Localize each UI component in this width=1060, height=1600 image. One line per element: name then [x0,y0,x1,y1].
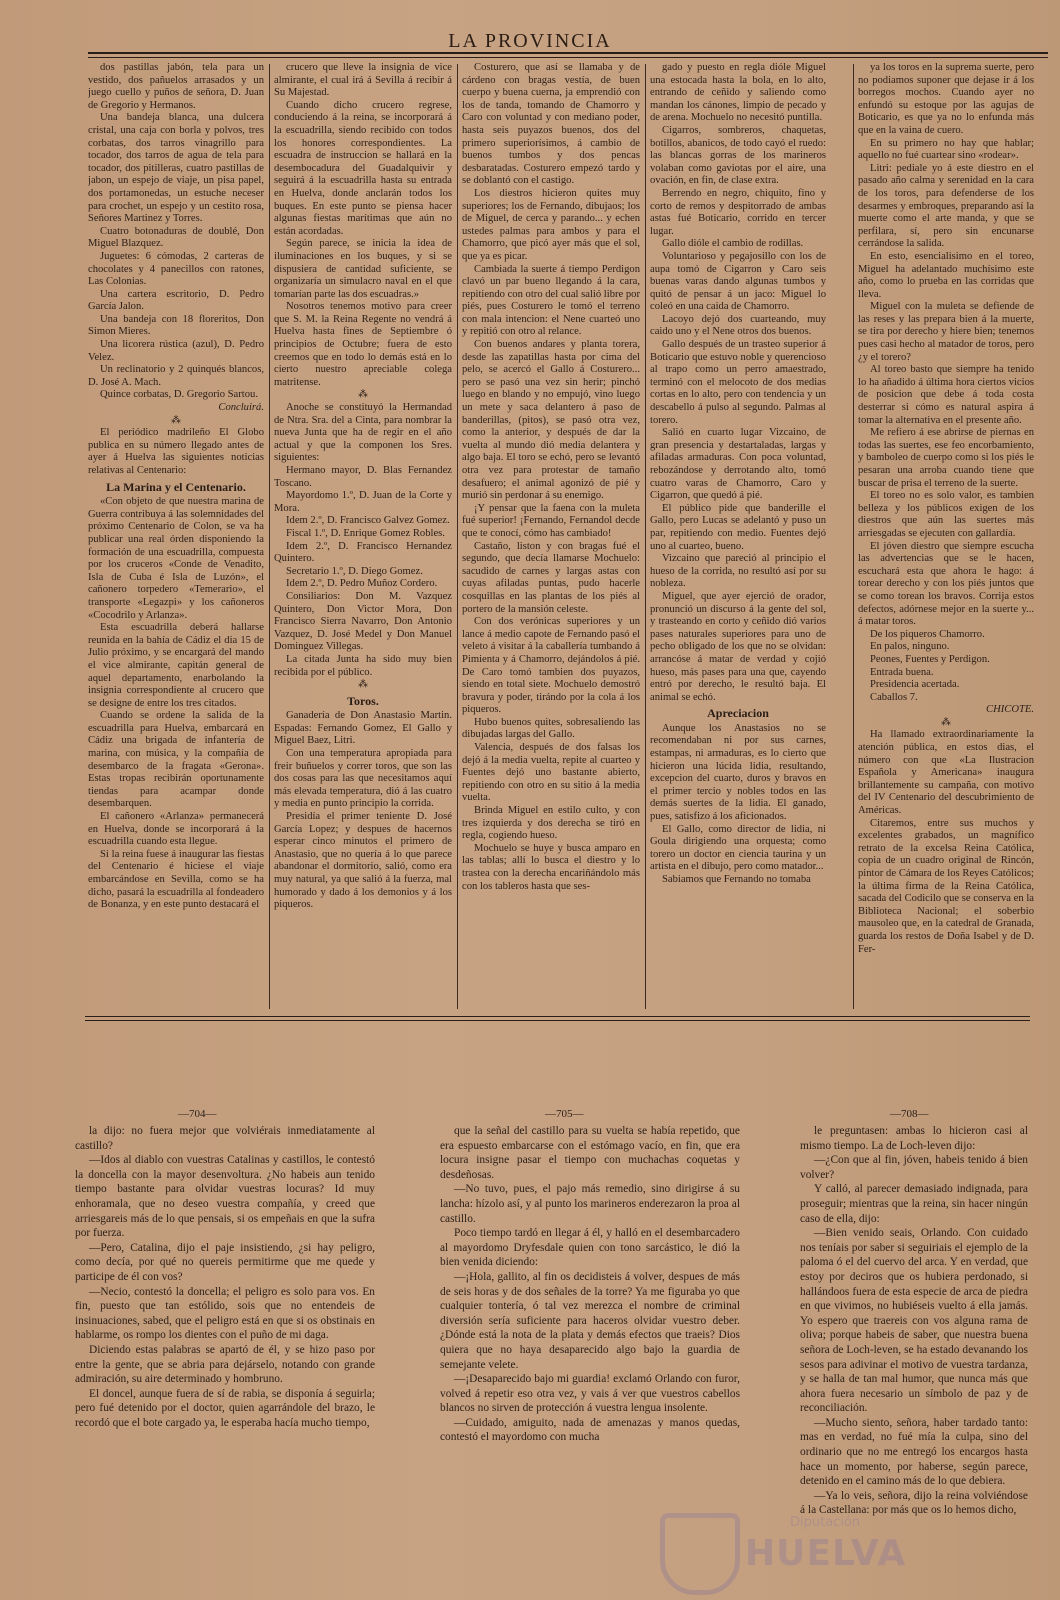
paragraph: Con una temperatura apropiada para freir buñuelos y correr toros, que son las dos cosas para las que necesitamos aquí más elevada temperatura, dió á las cuatro y media en punto principio la corrida. [274,748,452,810]
paragraph: Idem 2.º, D. Francisco Galvez Gomez. [286,515,450,527]
paragraph: Hermano mayor, D. Blas Fernandez Toscano. [274,465,452,489]
paragraph: Miguel con la muleta se defiende de las reses y las prepara bien á la muerte, se tira por derecho y hiere bien; tenemos pues casi hecho al matador de toros, pero ¿y el torero? [858,301,1034,363]
paragraph: Hubo buenos quites, sobresaliendo las dibujadas largas del Gallo. [462,716,640,741]
paragraph: Mayordomo 1.º, D. Juan de la Corte y Mora. [274,490,452,514]
paragraph: —¿Con que al fin, jóven, habeis tenido á bien volver? [800,1154,1028,1181]
serial-column-3 [800,1124,1028,1564]
signature-chicote: CHICOTE. [986,704,1034,716]
paragraph: —Necio, contestó la doncella; el peligro es solo para vos. En fin, puesto que tan estólido, sois que no entendeis de insinuaciones, sabed, que el peligro está en que si os obstinais en hablarme, os rompo los dientes con el puño de mi daga. [75,1285,375,1342]
paragraph: crucero que lleve la insignia de vice almirante, el cual irá á Sevilla á recibir á Su Majestad. [274,62,452,99]
paragraph: Al toreo basto que siempre ha tenido lo ha añadido á última hora ciertos vicios de posicion que debe á toda costa desterrar si cómo es natural aspira á tomar la alternativa en el presente año. [858,364,1034,426]
column-3 [462,62,640,1012]
column-divider [457,64,458,1009]
paragraph: Secretario 1.º, D. Diego Gomez. [286,565,423,577]
paragraph: Un reclinatorio y 2 quinqués blancos, D. José A. Mach. [88,364,264,388]
archive-watermark [640,1505,970,1590]
paragraph: —Ya lo veis, señora, dijo la reina volviéndose á la Castellana: por más que os lo hemos dicho, [800,1489,1028,1517]
asterism-icon: ⁂ [941,716,951,728]
paragraph: —Idos al diablo con vuestras Catalinas y castillos, le contestó la doncella con la mayor desenvoltura. ¿No habeis aun tenido tiempo bastante para olvidar vuestras locuras? Id muy enhoramala, que no deseo vuestra compañía, y creed que arriesgareis más de lo que pensais, si os empeñais en que la sufra por fuerza. [75,1154,375,1240]
paragraph: —Cuidado, amiguito, nada de amenazas y manos quedas, contestó el mayordomo con mucha [440,1416,740,1444]
paragraph: Y calló, al parecer demasiado indignada, para proseguir; mientras que la reina, sin hacer ningún caso de ella, dijo: [800,1183,1028,1225]
paragraph: Quince corbatas, D. Gregorio Sartou. [100,389,258,401]
paragraph: El periódico madrileño El Globo publica en su número llegado antes de ayer á Huelva las siguientes noticias relativas al Centenario: [88,427,264,476]
column-divider [645,64,646,1009]
paragraph: Diciendo estas palabras se apartó de él, y se hizo paso por entre la gente, que se abria para dejárselo, notando con grande admiración, su aire determinado y hombruno. [75,1343,375,1386]
paragraph: Anoche se constituyó la Hermandad de Ntra. Sra. del a Cinta, para nombrar la nueva Junta que ha de regir en el año actual y que la componen los Sres. siguientes: [274,402,452,464]
paragraph: Si la reina fuese á inaugurar las fiestas del Centenario é hiciese el viaje embarcándose en Sevilla, como se ha dicho, pasará la escuadrilla al fondeadero de Bonanza, y en este punto destacará el [88,848,264,911]
column-divider [269,64,270,1009]
paragraph: «Con objeto de que nuestra marina de Guerra contribuya á las solemnidades del próximo Centenario de Colon, se va ha publicar una real órden disponiendo la formación de una escuadrilla, compuesta por los cruceros «Conde de Venadito, Isla de Cuba é Isla de Luzón», el cañonero torpedero «Temerario», el transporte «Legazpi» y los cañoneros «Cocodrilo y Arlanza». [88,496,264,621]
paragraph: le preguntasen: ambas lo hicieron casi al mismo tiempo. La de Loch-leven dijo: [800,1125,1028,1152]
paragraph: En palos, ninguno. [870,641,950,653]
paragraph: Idem 2.º, D. Francisco Hernandez Quintero. [274,540,452,565]
paragraph: Costurero, que así se llamaba y de cárdeno con bragas vestía, de buen cuerpo y buena cuerna, ja emprendió con los de tanda, tomando de Chamorro y Caro con voluntad y con mediano poder, hasta seis puyazos buenos, dos del primero superiorísimos, á cambio de buenos tumbos y dos pencas desbaratadas. Costurero empezó tardo y se doblantó con el castigo. [462,62,640,187]
paragraph: Una licorera rústica (azul), D. Pedro Velez. [88,339,264,363]
paragraph: la dijo: no fuera mejor que volviérais inmediatamente al castillo? [75,1125,375,1152]
section-rule [85,1016,1030,1018]
paragraph: Una cartera escritorio, D. Pedro García Jalon. [88,288,264,313]
paragraph: El Gallo, como director de lidia, ni Goula dirigiendo una orquesta; como torero un doctor en ciencia taurina y un artista en el dibujo, pero como matador... [650,823,826,873]
column-2 [274,62,452,1012]
asterism-icon: ⁂ [358,679,368,691]
paragraph: Idem 2.º, D. Pedro Muñoz Cordero. [286,578,438,590]
section-heading: Apreciacion [707,706,769,721]
paragraph: Caballos 7. [870,691,918,703]
asterism-icon: ⁂ [358,389,368,401]
paragraph: dos pastillas jabón, tela para un vestido, dos pañuelos arrasados y un juego cuello y puños de señora, D. Juan de Gregorio y Hermanos. [88,62,264,111]
paragraph: Gallo después de un trasteo superior á Boticario que estuvo noble y querencioso al trapo como un perro amaestrado, terminó con el melocoto de dos medias cortas en lo alto, pero con tendencia y un descabello á pulso al segundo. Palmas al torero. [650,339,826,426]
paragraph: Cigarros, sombreros, chaquetas, botillos, abanicos, de todo cayó el ruedo: las blancas gorras de los marineros volaban como gaviotas por el aire, una ovación, en fin, de clase extra. [650,124,826,187]
paragraph: —¡Desaparecido bajo mi guardia! exclamó Orlando con furor, volved á repetir eso otra vez, y vais á ver que vuestros cabellos blancos no sirven de protección á vuestra lengua insolente. [440,1373,740,1415]
paragraph: El doncel, aunque fuera de sí de rabia, se disponía á seguirla; pero fué detenido por el doctor, quien agarrándole del brazo, le recordó que el bote cargado ya, le esperaba hacía mucho tiempo, [75,1387,375,1429]
paragraph: —Mucho siento, señora, haber tardado tanto: mas en verdad, no fué mía la culpa, sino del ordinario que no me entregó los encargos hasta hace un momento, por haberse, según parece, detenido en el camino más de lo que debiera. [800,1416,1028,1488]
paragraph: Vizcaino que pareció al principio el hueso de la corrida, no resultó así por su nobleza. [650,553,826,590]
paragraph: Cambiada la suerte á tiempo Perdigon clavó un par bueno llegando á la cara, repitiendo con otro del cual salió libre por piés, pues Costurero le tomó el terreno con mala intencion: el Nene cuarteó uno y repitió con otro al relance. [462,263,640,338]
paragraph: Presidía el primer teniente D. José García Lopez; y despues de hacernos esperar cinco minutos el primero de Anastasio, que no quería á lo que parece abandonar el dormitorio, salió, como era muy natural, ya que salió á la fuerza, mal humorado y dado á los demonios y á los piqueros. [274,811,452,911]
paragraph: Miguel, que ayer ejerció de orador, pronunció un discurso á la gente del sol, y trasteando en corto y ceñido dió varios pases naturales superiores para uno de pecho obligado de los que no se olvidan: arrancóse á matar de verdad y cojió hueso, más pases para una que, cayendo entró por derecho, le resultó baja. El animal se echó. [650,590,826,703]
paragraph: Fiscal 1.º, D. Enrique Gomez Robles. [286,527,445,539]
paragraph: El jóven diestro que siempre escucha las advertencias que se le hacen, escuchará esta que ahora le hago: á torear derecho y con los piés juntos que se como torean los bravos. Corrija estos defectos, adórnese mejor en la suerte y... á matar toros. [858,540,1034,628]
paragraph: Una bandeja con 18 floreritos, Don Simon Mieres. [88,313,264,338]
paragraph: Me refiero á ese abrirse de piernas en todas las suertes, ese feo encorbamiento, y bamboleo de cuerpo como si los piés le pesaran una arroba cuando tiene que buscar de prisa el terreno de la suerte. [858,427,1034,489]
paragraph: ya los toros en la suprema suerte, pero no podiamos suponer que dejase ir á los borregos mochos. Cuando ayer no enfundó su estoque por las agujas de Boticario, es que ya no lo enfunda más que en la vaina de cuero. [858,62,1034,136]
paragraph: Litri: pediale yo á este diestro en el pasado año calma y serenidad en la cara de los toros, para defenderse de los desarmes y embroques, preparando así la muerte como el arte manda, y que se perfilara, sí, pero sin encunarse cerrándose la salida. [858,162,1034,250]
paragraph: Con buenos andares y planta torera, desde las zapatillas hasta por cima del pelo, se acercó el Gallo á Costurero... pero se pasó una vez sin herir; pinchó luego en blando y no empujó, vino luego un mete y saca delantero á paso de banderillas, (pitos), se pasó otra vez, como la anterior, y después de dar la vuelta al mundo dió media delantera y algo baja. El toro se echó, pero se levantó otra vez para protestar de tamaño desafuero; el animal agonizó de pié y murió sin perdonar á su enemigo. [462,339,640,502]
masthead-rule [88,52,1048,58]
paragraph: Cuando se ordene la salida de la escuadrilla para Huelva, embarcará en Cádiz una brigada de infantería de marina, con música, y la compañía de desembarco de la fragata «Gerona». Estas tropas recibirán oportunamente tiendas para acampar donde desembarquen. [88,710,264,810]
paragraph: Cuando dicho crucero regrese, conduciendo á la reina, se incorporará á la escuadrilla, siendo recibido con todos los honores correspondientes. La escuadra de instruccion se hallará en la desembocadura del Guadalquivir y seguirá á la escuadrilla hasta su entrada en Huelva, donde anclarán todos los buques. En este punto se piensa hacer algunas fiestas marítimas que aún no están acordadas. [274,99,452,237]
paragraph: Presidencia acertada. [870,679,960,691]
paragraph: Aunque los Anastasios no se recomendaban ni por sus carnes, estampas, ni armaduras, es lo cierto que hicieron una lúcida lidia, resultando, excepcion del cuarto, duros y bravos en el primer tercio y nobles todos en las demás suertes de la lidia. El ganado, pues, satisfizo á los aficionados. [650,722,826,823]
paragraph: Voluntarioso y pegajosillo con los de aupa tomó de Cigarron y Caro seis buenas varas dando algunas tumbos y quitó de pensar á un jaco: Miguel lo coleó en una caida de Chamorro. [650,250,826,313]
column-divider [853,64,854,1009]
paragraph: Los diestros hicieron quites muy superiores; los de Fernando, dibujaos; los de Miguel, de cerca y parando... y echen ustedes palmas para ambos y para el Chamorro, que picó ayer más que el sol, que ya es picar. [462,187,640,262]
paragraph: ¡Y pensar que la faena con la muleta fué superior! ¡Fernando, Fernandol decde que te conocí, cómo has cambiado! [462,502,640,539]
paragraph: El toreo no es solo valor, es tambien belleza y los públicos exigen de los diestros que aún las suertes más arriesgadas se ejecuten con gallardía. [858,490,1034,539]
paragraph: —Pero, Catalina, dijo el paje insistiendo, ¿si hay peligro, como decía, por qué no quereis permitirme que me quede y participe de él con vos? [75,1241,375,1283]
paragraph: El público pide que banderille el Gallo, pero Lucas se adelantó y puso un par, repitiendo con medio. Fuentes dejó uno al cuarteo, bueno. [650,502,826,552]
paragraph: De los piqueros Chamorro. [870,628,985,640]
page-number-705: —705— [545,1108,584,1120]
page-number-704: —704— [178,1108,217,1120]
section-rule [85,1020,1030,1022]
paragraph: Entrada buena. [870,666,934,678]
column-5 [858,62,1034,1012]
paragraph: La citada Junta ha sido muy bien recibida por el público. [274,653,452,678]
paragraph: El cañonero «Arlanza» permanecerá en Huelva, donde se incorporará á la escuadrilla cuando esta llegue. [88,811,264,848]
paragraph: Con dos verónicas superiores y un lance á medio capote de Fernando pasó el veleto á visitar á la caballería tumbando á Pimienta y á Chamorro, dejándolos á pié. De Caro tomó tambien dos puyazos, siendo en total siete. Mochuelo demostró bravura y poder, tirándo por la cola á los piqueros. [462,616,640,716]
paragraph: Consiliarios: Don M. Vazquez Quintero, Don Victor Mora, Don Francisco Sierra Navarro, Don Antonio Vazquez, D. José Medel y Don Manuel Dominguez Villegas. [274,590,452,653]
paragraph: Una bandeja blanca, una dulcera cristal, una caja con borla y polvos, tres corbatas, dos tarros vinagrillo para tocador, dos tarros de agua de tela para tocador, dos pitilleras, cuatro pastillas de jabon, un espejo de viaje, un pisa papel, dos portamonedas, un estuche neceser para crochet, un espejo y un cestito rosa, Señores Martinez y Torres. [88,112,264,225]
paragraph: Salió en cuarto lugar Vizcaino, de gran presencia y destartaladas, largas y afiladas armaduras. Con poca voluntad, rebozándose y derrotando alto, tomó cuatro varas de Chamorro, Caro y Cigarron, que quedó á pié. [650,427,826,502]
asterism-icon: ⁂ [171,414,181,426]
paragraph: Citaremos, entre sus muchos y excelentes grabados, un magnífico retrato de la excelsa Reina Católica, copia de un cuadro original de Rincón, pintor de Cámara de los Reyes Católicos; la última firma de la Reina Católica, sacada del Codicilo que se conserva en la Biblioteca Nacional; el soberbio mausoleo que, en la catedral de Granada, guarda los restos de Doña Isabel y de D. Fer- [858,817,1034,955]
paragraph: Según parece, se inicia la idea de iluminaciones en los buques, y si se dispusiera de cantidad suficiente, se organizaría un simulacro naval en el que tomarían parte las dos escuadras.» [274,238,452,300]
paragraph: gado y puesto en regla dióle Miguel una estocada hasta la bola, en lo alto, entrando de ceñido y saliendo como mandan los cánones, limpio de pecado y de arena. Mochuelo no necesitó puntilla. [650,62,826,124]
paragraph: Juguetes: 6 cómodas, 2 carteras de chocolates y 4 panecillos con ratones, Las Colonias. [88,250,264,288]
paragraph: Cuatro botonaduras de doublé, Don Miguel Blazquez. [88,225,264,250]
paragraph: En esto, esencialisimo en el toreo, Miguel ha adelantado muchísimo este año, como lo prueba en las corridas que lleva. [858,250,1034,300]
paragraph: Nosotros tenemos motivo para creer que S. M. la Reina Regente no vendrá á Huelva hasta fines de Septiembre ó principios de Octubre; fuera de esto creemos que en todo lo demás está en lo cierto nuestro apreciable colega matritense. [274,301,452,388]
paragraph: —¡Hola, gallito, al fin os decidisteis á volver, despues de más de seis horas y de dos señales de la torre? Ya me figuraba yo que cualquier tontería, ó tal vez merezca el nombre de criminal diversión sería suficiente para haceros olvidar vuestro deber. ¿Dónde está la nota de la plata y demás efectos que traeis? Dios quiera que no haya desaparecido algo bajo la guardia de semejante velete. [440,1270,740,1371]
paragraph: Esta escuadrilla deberá hallarse reunida en la bahía de Cádiz el dia 15 de Julio próximo, y se encargará del mando el vice almirante, capitán general de aquel departamento, enarbolando la insignia correspondiente al crucero que se designe de entre los tres citados. [88,622,264,709]
paragraph: —No tuvo, pues, el pajo más remedio, sino dirigirse á su lancha: hízolo así, y al punto los marineros enderezaron la proa al castillo. [440,1183,740,1225]
section-heading: La Marina y el Centenario. [106,479,246,494]
paragraph: Sabiamos que Fernando no tomaba [662,874,811,885]
section-heading: Toros. [347,693,379,708]
paragraph: Poco tiempo tardó en llegar á él, y halló en el desembarcadero al mayordomo Dryfesdale quien con tono sarcástico, le dió la bien venida diciendo: [440,1227,740,1269]
paragraph: Berrendo en negro, chiquito, fino y corto de remos y despitorrado de ambas astas fué Boticario, corrido en tercer lugar. [650,187,826,237]
column-4 [650,62,826,1012]
paragraph: Peones, Fuentes y Perdigon. [870,653,990,665]
paragraph: —Bien venido seais, Orlando. Con cuidado nos teníais por saber si seguiriais el ejemplo de la paloma ó el del cuervo del arca. Y en verdad, que estoy por deciros que os hubiera perdonado, si hallándoos fuera de esta especie de arca de piedra en que vivimos, no hubiéseis vuelto á ella jamás. Yo espero que traereis con vos alguna rama de oliva; porque habeis de saber, que nuestra buena señora de Loch-leven, se ha estado devanando los sesos para adivinar el motivo de vuestra tardanza, y se halla de tan mal humor, que nunca más que ahora fuera necesario un símbolo de paz y de reconciliación. [800,1227,1028,1415]
watermark-text: HUELVA [745,1533,907,1574]
paragraph: Lacoyo dejó dos cuarteando, muy caido uno y el Nene otros dos buenos. [650,313,826,338]
masthead: LA PROVINCIA [448,30,612,52]
paragraph: En su primero no hay que hablar; aquello no fué cuartear sino «rodear». [858,137,1034,162]
paragraph: Gallo dióle el cambio de rodillas. [662,238,804,250]
coat-of-arms-icon [660,1513,740,1595]
paragraph: Ha llamado extraordinariamente la atención pública, en estos dias, el número con que «La Ilustracion Española y Americana» inaugura brillantemente su campaña, con motivo del IV Centenario del descubrimiento de Américas. [858,729,1034,817]
watermark-subtitle: Diputación [790,1515,861,1530]
signature-concluira: Concluirá. [218,402,264,414]
serial-column-1 [75,1124,375,1594]
page-number-708: —708— [890,1108,929,1120]
column-1 [88,62,264,1012]
paragraph: Castaño, liston y con bragas fué el segundo, que decía llamarse Mochuelo: sacudido de carnes y largas astas con cuyas afiladas puntas, pudo hacerle cosquillas en las plantas de los piés al portero de la mansión celeste. [462,540,640,615]
paragraph: Mochuelo se huye y busca amparo en las tablas; allí lo busca el diestro y lo trastea con la derecha encariñándolo más con los tableros hasta que ses- [462,842,640,892]
paragraph: Brinda Miguel en estilo culto, y con tres izquierda y dos derecha se tiró en regla, cogiendo hueso. [462,805,640,842]
paragraph: Valencia, después de dos falsas los dejó á la media vuelta, repite al cuarteo y Fuentes dejó uno bastante abierto, repitiendo con otro en su sitio á la media vuelta. [462,742,640,804]
paragraph: que la señal del castillo para su vuelta se había repetido, que era espuesto embarcarse con el estómago vacío, en fin, que era locura insigne pasar el tiempo con muchachas coquetas y desdeñosas. [440,1125,740,1181]
paragraph: Ganadería de Don Anastasio Martin. Espadas: Fernando Gomez, El Gallo y Miguel Baez, Litri. [274,710,452,747]
